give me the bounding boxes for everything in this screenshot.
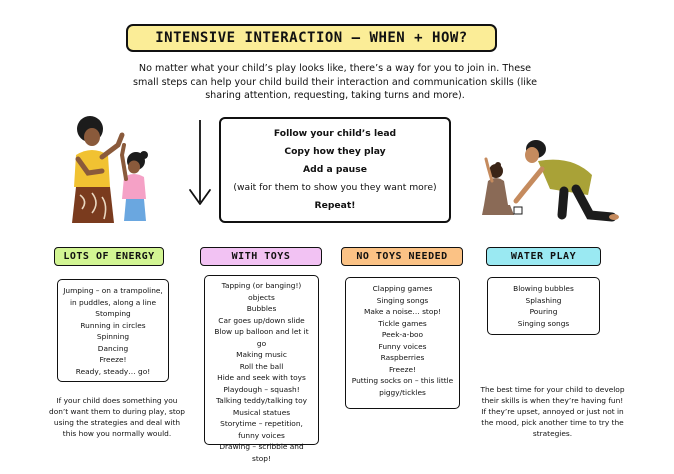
category-header-lots-of-energy: LOTS OF ENERGY bbox=[54, 247, 164, 266]
category-list-water-play bbox=[487, 277, 600, 335]
list-item: Car goes up/down slide bbox=[218, 315, 305, 325]
list-item: Bubbles bbox=[246, 304, 277, 313]
list-item: Storytime – repetition, funny voices bbox=[220, 419, 303, 440]
list-item: Singing songs bbox=[376, 295, 429, 305]
category-header-with-toys: WITH TOYS bbox=[200, 247, 322, 266]
list-item: Tapping (or banging!) objects bbox=[221, 281, 302, 302]
page-title: INTENSIVE INTERACTION – WHEN + HOW? bbox=[126, 24, 497, 52]
list-item: Roll the ball bbox=[239, 361, 284, 371]
list-item: Blowing bubbles bbox=[513, 284, 574, 293]
list-item: Musical statues bbox=[232, 407, 291, 417]
category-list-with-toys bbox=[204, 275, 319, 463]
list-item: Drawing – scribble and stop! bbox=[219, 442, 304, 463]
list-item: Running in circles bbox=[80, 320, 146, 330]
down-arrow-icon bbox=[187, 118, 213, 210]
list-item: Playdough – squash! bbox=[223, 384, 300, 394]
step-follow-lead: Follow your child’s lead bbox=[273, 128, 397, 139]
list-item: Making music bbox=[236, 350, 287, 359]
list-item: Splashing bbox=[525, 295, 562, 305]
intro-text: No matter what your child’s play looks like, there’s a way for you to join in. These small steps can help your child build their interaction and communication skills (like sharing attention, requesting, taking turns and more). bbox=[132, 63, 538, 101]
step-pause-note: (wait for them to show you they want more) bbox=[233, 182, 437, 193]
step-copy-play: Copy how they play bbox=[284, 146, 386, 157]
step-add-pause: Add a pause bbox=[303, 164, 367, 175]
list-item: Putting socks on – this little piggy/tickles bbox=[351, 376, 454, 397]
list-item: Talking teddy/talking toy bbox=[216, 396, 307, 405]
category-list-no-toys-needed bbox=[345, 277, 460, 409]
list-item: Spinning bbox=[96, 332, 130, 341]
list-item: Stomping bbox=[95, 309, 131, 318]
list-item: Jumping – on a trampoline, in puddles, along a line bbox=[63, 286, 163, 307]
step-repeat: Repeat! bbox=[314, 200, 356, 211]
list-item: Freeze! bbox=[99, 355, 127, 364]
list-item: Make a noise… stop! bbox=[363, 307, 442, 316]
list-item: Funny voices bbox=[378, 341, 427, 351]
list-item: Pouring bbox=[529, 307, 558, 316]
list-item: Raspberries bbox=[380, 353, 425, 362]
list-item: Clapping games bbox=[372, 284, 433, 293]
category-header-no-toys-needed: NO TOYS NEEDED bbox=[341, 247, 463, 266]
list-item: Tickle games bbox=[378, 318, 427, 328]
list-item: Ready, steady… go! bbox=[75, 366, 151, 376]
list-item: Blow up balloon and let it go bbox=[214, 327, 309, 348]
list-item: Peek-a-boo bbox=[381, 330, 424, 339]
list-item: Singing songs bbox=[517, 318, 570, 328]
category-list-lots-of-energy bbox=[57, 279, 169, 382]
parent-child-highfive-illustration bbox=[62, 115, 158, 225]
note-best-time: The best time for your child to develop their skills is when they’re having fun! If they’re upset, annoyed or just not in the mood, pick another time to try the strategies. bbox=[480, 385, 625, 438]
note-stop-strategies: If your child does something you don’t want them to during play, stop using the strategies and deal with this how you normally would. bbox=[49, 396, 185, 438]
list-item: Freeze! bbox=[388, 364, 417, 374]
adult-toddler-play-illustration bbox=[480, 135, 620, 225]
category-header-water-play: WATER PLAY bbox=[486, 247, 601, 266]
list-item: Dancing bbox=[97, 343, 129, 353]
steps-box bbox=[219, 117, 451, 223]
list-item: Hide and seek with toys bbox=[217, 373, 306, 382]
